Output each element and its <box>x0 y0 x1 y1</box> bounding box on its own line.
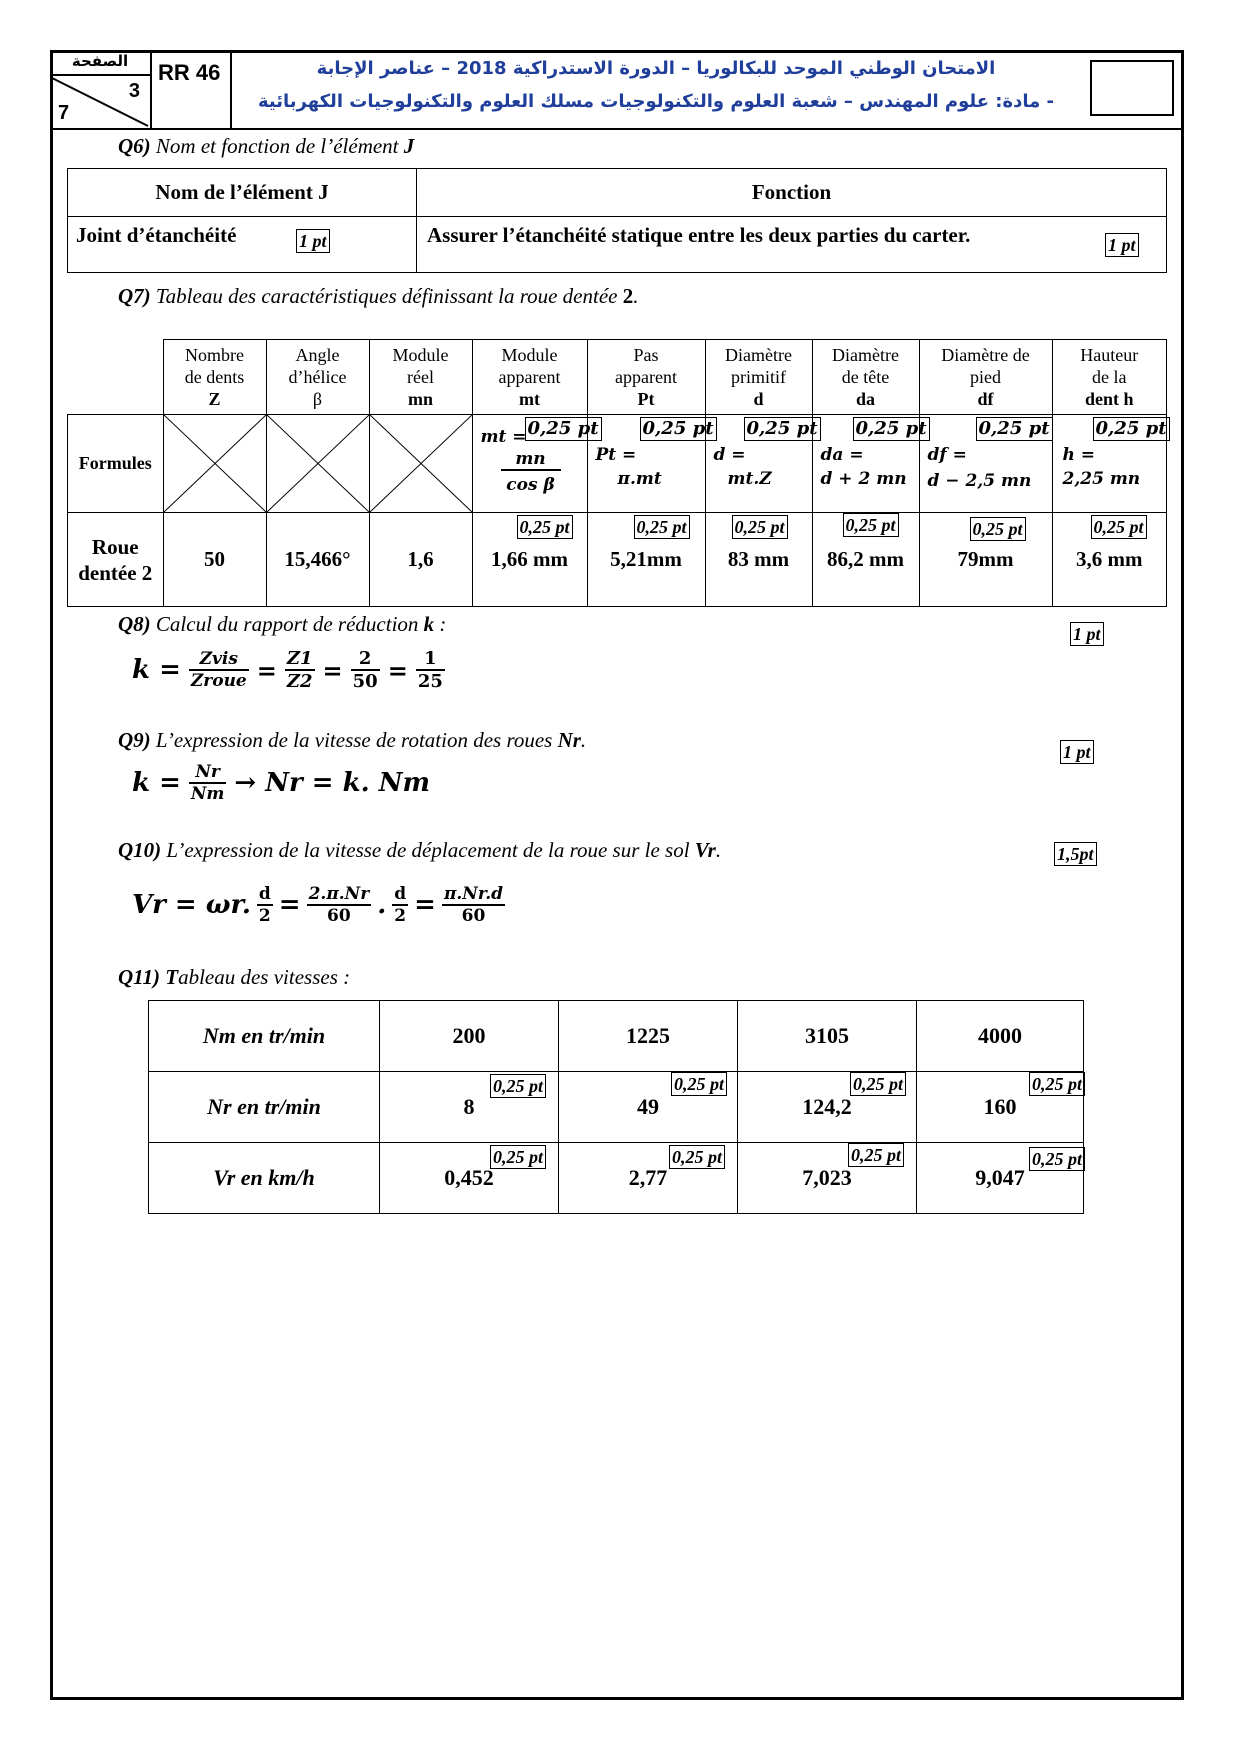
q10-points: 1,5pt <box>1054 842 1097 866</box>
q7-table <box>67 339 1167 607</box>
q6-function-points: 1 pt <box>1105 233 1139 257</box>
q11-row-vr-label: Vr en km/h <box>149 1143 380 1214</box>
q11-heading: Q11) Tableau des vitesses : <box>118 965 351 989</box>
blank-box <box>1090 60 1174 116</box>
q6-name-points: 1 pt <box>296 229 330 253</box>
q7-header-d: Diamètre primitif d <box>705 340 812 415</box>
q11-nm-value: 1225 <box>559 1001 738 1072</box>
q10-formula: Vr = ωr. $\frac{d}{2}$ = $\frac{2.\pi.Nr}{60}$ . $\frac{d}{2}$ = $\frac{\pi.Nr.d}{60}$ <box>132 884 504 926</box>
q7-header-mt: Module apparent mt <box>472 340 587 415</box>
q7-row-wheel-label: Roue dentée 2 <box>68 513 164 607</box>
q11-vr-cell: 0,25 pt 0,452 <box>380 1143 559 1214</box>
page-current: 3 <box>128 80 140 102</box>
q7-formula-da: 0,25 pt da = d + 2 mn <box>812 415 919 513</box>
q7-row-formulas-label: Formules <box>68 415 164 513</box>
title-line-2: - مادة: علوم المهندس – شعبة العلوم والتكنولوجيات مسلك العلوم والتكنولوجيات الكهربائية <box>257 91 1055 112</box>
q7-value-pt: 0,25 pt 5,21mm <box>587 513 705 607</box>
title-line-1: الامتحان الوطني الموحد للبكالوريا – الدورة الاستدراكية 2018 – عناصر الإجابة <box>316 58 996 79</box>
q11-nr-cell: 0,25 pt 8 <box>380 1072 559 1143</box>
q11-vr-cell: 0,25 pt 7,023 <box>738 1143 917 1214</box>
q11-nm-value: 3105 <box>738 1001 917 1072</box>
page-number-box <box>50 50 152 128</box>
q7-value-d: 0,25 pt 83 mm <box>705 513 812 607</box>
q11-row-nm-label: Nm en tr/min <box>149 1001 380 1072</box>
q11-vr-cell: 0,25 pt 2,77 <box>559 1143 738 1214</box>
q7-value-mn: 1,6 <box>369 513 472 607</box>
q7-crossed-cell-beta <box>266 415 369 513</box>
q7-formula-d: 0,25 pt d = mt.Z <box>705 415 812 513</box>
q6-heading: Q6) Nom et fonction de l’élément J <box>118 134 415 158</box>
exam-code: RR 46 <box>152 50 232 128</box>
q7-header-df: Diamètre de pied df <box>919 340 1052 415</box>
q7-header-h: Hauteur de la dent h <box>1052 340 1167 415</box>
q10-heading: Q10) L’expression de la vitesse de déplacement de la roue sur le sol Vr. <box>118 838 722 862</box>
q11-nr-cell: 0,25 pt 124,2 <box>738 1072 917 1143</box>
q11-table <box>148 1000 1084 1214</box>
q9-points: 1 pt <box>1060 740 1094 764</box>
q11-nm-value: 4000 <box>917 1001 1084 1072</box>
q6-name: Joint d’étanchéité <box>76 223 237 247</box>
q11-nr-cell: 0,25 pt 160 <box>917 1072 1084 1143</box>
q8-heading: Q8) Calcul du rapport de réduction k : <box>118 612 447 636</box>
q7-header-beta: Angle d’hélice β <box>266 340 369 415</box>
q8-points: 1 pt <box>1070 622 1104 646</box>
q7-value-beta: 15,466° <box>266 513 369 607</box>
q7-formula-mt: 0,25 pt mt = mn cos β <box>472 415 587 513</box>
exam-title <box>236 54 1076 120</box>
q7-value-z: 50 <box>163 513 266 607</box>
q8-formula: k = $\frac{\text{Zvis}}{\text{Zroue}}$ = $\frac{Z1}{Z2}$ = $\frac{2}{50}$ = $\frac{1}{25}$ <box>132 648 443 692</box>
q9-heading: Q9) L’expression de la vitesse de rotation des roues Nr. <box>118 728 587 752</box>
q7-header-pt: Pas apparent Pt <box>587 340 705 415</box>
q11-vr-cell: 0,25 pt 9,047 <box>917 1143 1084 1214</box>
q7-heading: Q7) Tableau des caractéristiques définissant la roue dentée 2. <box>118 284 639 308</box>
q7-header-mn: Module réel mn <box>369 340 472 415</box>
q6-col2-header: Fonction <box>417 169 1167 217</box>
q6-col1-header: Nom de l’élément J <box>68 169 417 217</box>
q7-header-da: Diamètre de tête da <box>812 340 919 415</box>
q7-header-z: Nombre de dents Z <box>163 340 266 415</box>
q11-nr-cell: 0,25 pt 49 <box>559 1072 738 1143</box>
q7-value-df: 0,25 pt 79mm <box>919 513 1052 607</box>
q7-formula-df: 0,25 pt df = d − 2,5 mn <box>919 415 1052 513</box>
q7-crossed-cell-mn <box>369 415 472 513</box>
q7-formula-pt: 0,25 pt Pt = π.mt <box>587 415 705 513</box>
q6-function: Assurer l’étanchéité statique entre les deux parties du carter. <box>427 223 971 247</box>
q11-nm-value: 200 <box>380 1001 559 1072</box>
q7-crossed-cell-z <box>163 415 266 513</box>
q7-value-da: 0,25 pt 86,2 mm <box>812 513 919 607</box>
q7-value-h: 0,25 pt 3,6 mm <box>1052 513 1167 607</box>
q7-formula-h: 0,25 pt h = 2,25 mn <box>1052 415 1167 513</box>
page-total: 7 <box>58 102 70 124</box>
q9-formula: k = $\frac{Nr}{Nm}$ → Nr = k. Nm <box>132 762 430 804</box>
q6-name-cell <box>68 217 417 273</box>
page-label: الصفحة <box>71 52 129 70</box>
q6-table <box>67 168 1167 273</box>
q11-row-nr-label: Nr en tr/min <box>149 1072 380 1143</box>
q6-function-cell <box>417 217 1167 273</box>
q7-value-mt: 0,25 pt 1,66 mm <box>472 513 587 607</box>
exam-header <box>50 50 1184 130</box>
